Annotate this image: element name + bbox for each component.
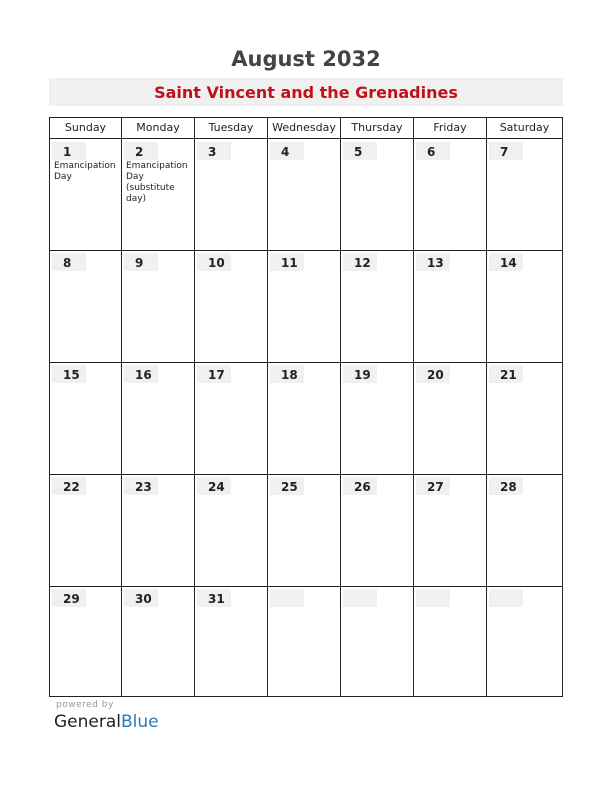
day-number: 6 <box>427 145 436 159</box>
day-number-box <box>270 477 304 495</box>
day-cell[interactable] <box>414 140 486 250</box>
brand-general-text: General <box>54 712 121 732</box>
day-cell[interactable] <box>341 140 413 250</box>
day-number: 25 <box>281 480 298 494</box>
day-cell[interactable] <box>487 475 561 586</box>
day-cell[interactable] <box>268 587 340 696</box>
day-number-box <box>197 253 231 271</box>
day-number: 11 <box>281 256 298 270</box>
day-cell[interactable] <box>268 475 340 586</box>
day-number-box <box>270 365 304 383</box>
day-number-box <box>124 589 158 607</box>
day-number-box <box>270 589 304 607</box>
day-number-box <box>489 477 523 495</box>
day-cell[interactable] <box>341 251 413 362</box>
day-number-box <box>343 142 377 160</box>
day-cell[interactable] <box>487 363 561 474</box>
weekday-header: Saturday <box>499 121 550 134</box>
day-number-box <box>416 253 450 271</box>
day-number-box <box>197 477 231 495</box>
day-number-box <box>197 365 231 383</box>
day-cell[interactable] <box>414 363 486 474</box>
day-cell[interactable] <box>50 475 121 586</box>
calendar-title: August 2032 <box>231 47 381 71</box>
day-cell[interactable] <box>122 140 194 250</box>
day-number: 3 <box>208 145 217 159</box>
weekday-header: Sunday <box>50 118 122 139</box>
day-number-box <box>343 477 377 495</box>
day-number-box <box>416 477 450 495</box>
day-number: 10 <box>208 256 225 270</box>
day-number: 21 <box>500 368 517 382</box>
day-cell[interactable] <box>341 587 413 696</box>
day-number: 19 <box>354 368 371 382</box>
day-number: 15 <box>63 368 80 382</box>
day-cell[interactable] <box>414 251 486 362</box>
day-number-box <box>489 253 523 271</box>
day-cell[interactable] <box>487 140 561 250</box>
day-number: 12 <box>354 256 371 270</box>
day-number: 8 <box>63 256 72 270</box>
day-cell[interactable] <box>195 140 267 250</box>
day-number: 18 <box>281 368 298 382</box>
day-cell[interactable] <box>341 363 413 474</box>
day-number-box <box>52 253 86 271</box>
day-cell[interactable] <box>414 587 486 696</box>
weekday-header: Monday <box>122 118 195 139</box>
day-number: 9 <box>135 256 144 270</box>
day-number-box <box>52 365 86 383</box>
day-cell[interactable] <box>341 475 413 586</box>
day-number-box <box>343 365 377 383</box>
day-cell[interactable] <box>487 587 561 696</box>
day-cell[interactable] <box>50 251 121 362</box>
day-number-box <box>343 253 377 271</box>
day-number: 4 <box>281 145 290 159</box>
day-number: 24 <box>208 480 225 494</box>
day-cell[interactable] <box>122 251 194 362</box>
generalblue-logo[interactable] <box>54 712 159 732</box>
day-cell[interactable] <box>122 587 194 696</box>
day-number-box <box>52 477 86 495</box>
weekday-header: Thursday <box>341 118 414 139</box>
weekday-header: Wednesday <box>268 118 341 139</box>
brand-blue-text: Blue <box>121 712 159 732</box>
day-number-box <box>197 589 231 607</box>
day-number-box <box>416 142 450 160</box>
day-number: 2 <box>135 145 144 159</box>
day-number: 17 <box>208 368 225 382</box>
day-number: 5 <box>354 145 363 159</box>
day-cell[interactable] <box>414 475 486 586</box>
holiday-label: Emancipation Day (substitute day) <box>126 161 188 204</box>
country-banner <box>49 78 563 106</box>
weekday-header: Tuesday <box>195 118 268 139</box>
holiday-label: Emancipation Day <box>54 161 116 182</box>
day-cell[interactable] <box>487 251 561 362</box>
day-number-box <box>124 477 158 495</box>
day-cell[interactable] <box>50 587 121 696</box>
day-number: 28 <box>500 480 517 494</box>
day-number-box <box>124 253 158 271</box>
calendar-grid <box>49 117 563 697</box>
day-cell[interactable] <box>195 251 267 362</box>
day-number: 31 <box>208 592 225 606</box>
day-number-box <box>416 365 450 383</box>
day-cell[interactable] <box>50 363 121 474</box>
day-number-box <box>270 253 304 271</box>
day-number-box <box>489 589 523 607</box>
day-number-box <box>197 142 231 160</box>
day-number-box <box>416 589 450 607</box>
day-number-box <box>124 365 158 383</box>
day-number: 7 <box>500 145 509 159</box>
day-cell[interactable] <box>268 140 340 250</box>
day-number: 20 <box>427 368 444 382</box>
day-number: 26 <box>354 480 371 494</box>
day-cell[interactable] <box>195 475 267 586</box>
day-cell[interactable] <box>50 140 121 250</box>
day-cell[interactable] <box>195 363 267 474</box>
day-number-box <box>270 142 304 160</box>
day-number: 27 <box>427 480 444 494</box>
country-name: Saint Vincent and the Grenadines <box>154 83 458 102</box>
day-number: 23 <box>135 480 152 494</box>
weekday-header: Friday <box>414 118 487 139</box>
day-number-box <box>124 142 158 160</box>
day-number: 13 <box>427 256 444 270</box>
day-number-box <box>52 589 86 607</box>
day-number: 1 <box>63 145 72 159</box>
day-cell[interactable] <box>122 363 194 474</box>
day-number-box <box>489 142 523 160</box>
powered-by-label: powered by <box>56 700 114 710</box>
day-cell[interactable] <box>122 475 194 586</box>
day-number: 14 <box>500 256 517 270</box>
day-number-box <box>489 365 523 383</box>
day-number-box <box>52 142 86 160</box>
day-cell[interactable] <box>268 363 340 474</box>
day-number-box <box>343 589 377 607</box>
day-number: 29 <box>63 592 80 606</box>
day-cell[interactable] <box>195 587 267 696</box>
day-number: 16 <box>135 368 152 382</box>
day-number: 22 <box>63 480 80 494</box>
day-number: 30 <box>135 592 152 606</box>
day-cell[interactable] <box>268 251 340 362</box>
